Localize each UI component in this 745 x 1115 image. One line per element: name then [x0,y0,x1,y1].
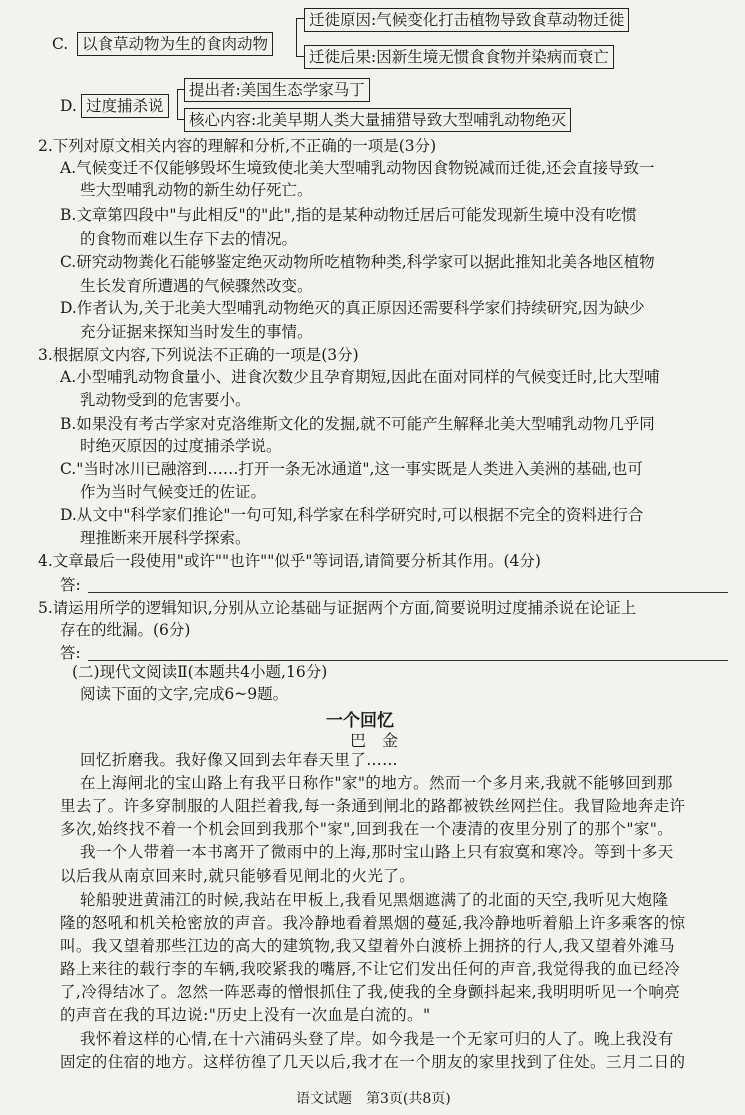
passage-line: 叫。我又望着那些江边的高大的建筑物,我又望着外白渡桥上拥挤的行人,我又望着外滩马 [60,937,675,955]
mindmap-d-brace [177,89,178,119]
mindmap-c-brace [296,18,297,56]
passage-line: 路上来往的载行李的车辆,我咬紧我的嘴唇,不让它们发出任何的声音,我觉得我的血已经冷 [60,960,681,978]
mindmap-d-branch-proposer: 提出者:美国生态学家马丁 [184,78,370,102]
q5-answer-line[interactable] [88,660,728,661]
passage-line: 多次,始终找不着一个机会回到我那个"家",回到我在一个凄清的夜里分别了的那个"家"。 [60,820,674,838]
passage-line: 我一个人带着一本书离开了微雨中的上海,那时宝山路上只有寂寞和寒冷。等到十多天 [80,843,674,861]
passage-line: 的声音在我的耳边说:"历史上没有一次血是白流的。" [60,1006,431,1024]
q4-answer-line[interactable] [88,592,728,593]
q2-stem: 2.下列对原文相关内容的理解和分析,不正确的一项是(3分) [38,137,437,155]
passage-line: 隆的怒吼和机关枪密放的声音。我冷静地看着黑烟的蔓延,我冷静地听着船上许多乘客的惊 [60,914,686,932]
q3-option-a-line2: 乳动物受到的危害要小。 [80,391,251,409]
q5-answer-label: 答: [60,644,81,662]
passage-title: 一个回忆 [326,711,394,731]
q3-option-c-line1: C."当时冰川已融溶到……打开一条无冰通道",这一事实既是人类进入美洲的基础,也可 [60,460,643,478]
q2-option-b-line2: 的食物而难以生存下去的情况。 [80,230,298,248]
passage-line: 回忆折磨我。我好像又回到去年春天里了…… [80,751,399,769]
passage-line: 了,冷得结冰了。忽然一阵恶毒的憎恨抓住了我,使我的全身颤抖起来,我明明听见一个响亮 [60,983,681,1001]
option-d-label: D. [60,97,77,115]
mindmap-c-branch-reason: 迁徙原因:气候变化打击植物导致食草动物迁徙 [304,8,629,32]
section-instruction: 阅读下面的文字,完成6~9题。 [80,685,289,703]
q3-option-a-line1: A.小型哺乳动物食量小、进食次数少且孕育期短,因此在面对同样的气候变迁时,比大型哺 [60,368,660,386]
mindmap-d-branch-core: 核心内容:北美早期人类大量捕猎导致大型哺乳动物绝灭 [184,108,571,132]
q4-stem: 4.文章最后一段使用"或许""也许""似乎"等词语,请简要分析其作用。(4分) [38,552,541,570]
mindmap-c-brace-bottom [296,56,304,57]
option-c-label: C. [52,35,69,53]
q3-stem: 3.根据原文内容,下列说法不正确的一项是(3分) [38,346,359,364]
passage-line: 里去了。许多穿制服的人阻拦着我,每一条通到闸北的路都被铁丝网拦住。我冒险地奔走许 [60,797,686,815]
passage-line: 在上海闸北的宝山路上有我平日称作"家"的地方。然而一个多月来,我就不能够回到那 [80,774,673,792]
passage-line: 轮船驶进黄浦江的时候,我站在甲板上,我看见黑烟遮满了的北面的天空,我听见大炮隆 [80,891,669,909]
q2-option-d-line2: 充分证据来探知当时发生的事情。 [80,323,313,341]
q2-option-a-line1: A.气候变迁不仅能够毁坏生境致使北美大型哺乳动物因食物锐减而迁徙,还会直接导致一 [60,159,655,177]
q5-stem-line2: 存在的纰漏。(6分) [60,621,191,639]
passage-line: 以后我从南京回来时,就只能够看见闸北的火光了。 [60,867,416,885]
q3-option-d-line2: 理推断来开展科学探索。 [80,529,251,547]
q2-option-b-line1: B.文章第四段中"与此相反"的"此",指的是某种动物迁居后可能发现新生境中没有吃惯 [60,206,637,224]
q3-option-c-line2: 作为当时气候变迁的佐证。 [80,483,267,501]
q3-option-d-line1: D.从文中"科学家们推论"一句可知,科学家在科学研究时,可以根据不完全的资料进行合 [60,506,644,524]
page-footer: 语文试题 第3页(共8页) [296,1091,451,1107]
mindmap-c-branch-result: 迁徙后果:因新生境无惯食食物并染病而衰亡 [304,45,614,69]
passage-line: 我怀着这样的心情,在十六浦码头登了岸。如今我是一个无家可归的人了。晚上我没有 [80,1030,674,1048]
q2-option-c-line2: 生长发育所遭遇的气候骤然改变。 [80,277,313,295]
passage-line: 固定的住宿的地方。这样彷徨了几天以后,我才在一个朋友的家里找到了住处。三月二日的 [60,1053,686,1071]
q5-stem-line1: 5.请运用所学的逻辑知识,分别从立论基础与证据两个方面,简要说明过度捕杀说在论证上 [38,599,637,617]
mindmap-d-node: 过度捕杀说 [81,94,169,118]
q2-option-d-line1: D.作者认为,关于北美大型哺乳动物绝灭的真正原因还需要科学家们持续研究,因为缺少 [60,299,645,317]
mindmap-c-brace-top [296,18,304,19]
passage-author: 巴 金 [350,731,399,750]
q3-option-b-line2: 时绝灭原因的过度捕杀学说。 [80,437,282,455]
q4-answer-label: 答: [60,576,81,594]
q3-option-b-line1: B.如果没有考古学家对克洛维斯文化的发掘,就不可能产生解释北美大型哺乳动物几乎同 [60,415,655,433]
section-heading: (二)现代文阅读Ⅱ(本题共4小题,16分) [72,663,328,681]
q2-option-a-line2: 些大型哺乳动物的新生幼仔死亡。 [80,181,313,199]
mindmap-c-node: 以食草动物为生的食肉动物 [77,32,273,56]
q2-option-c-line1: C.研究动物粪化石能够鉴定绝灭动物所吃植物种类,科学家可以据此推知北美各地区植物 [60,253,655,271]
